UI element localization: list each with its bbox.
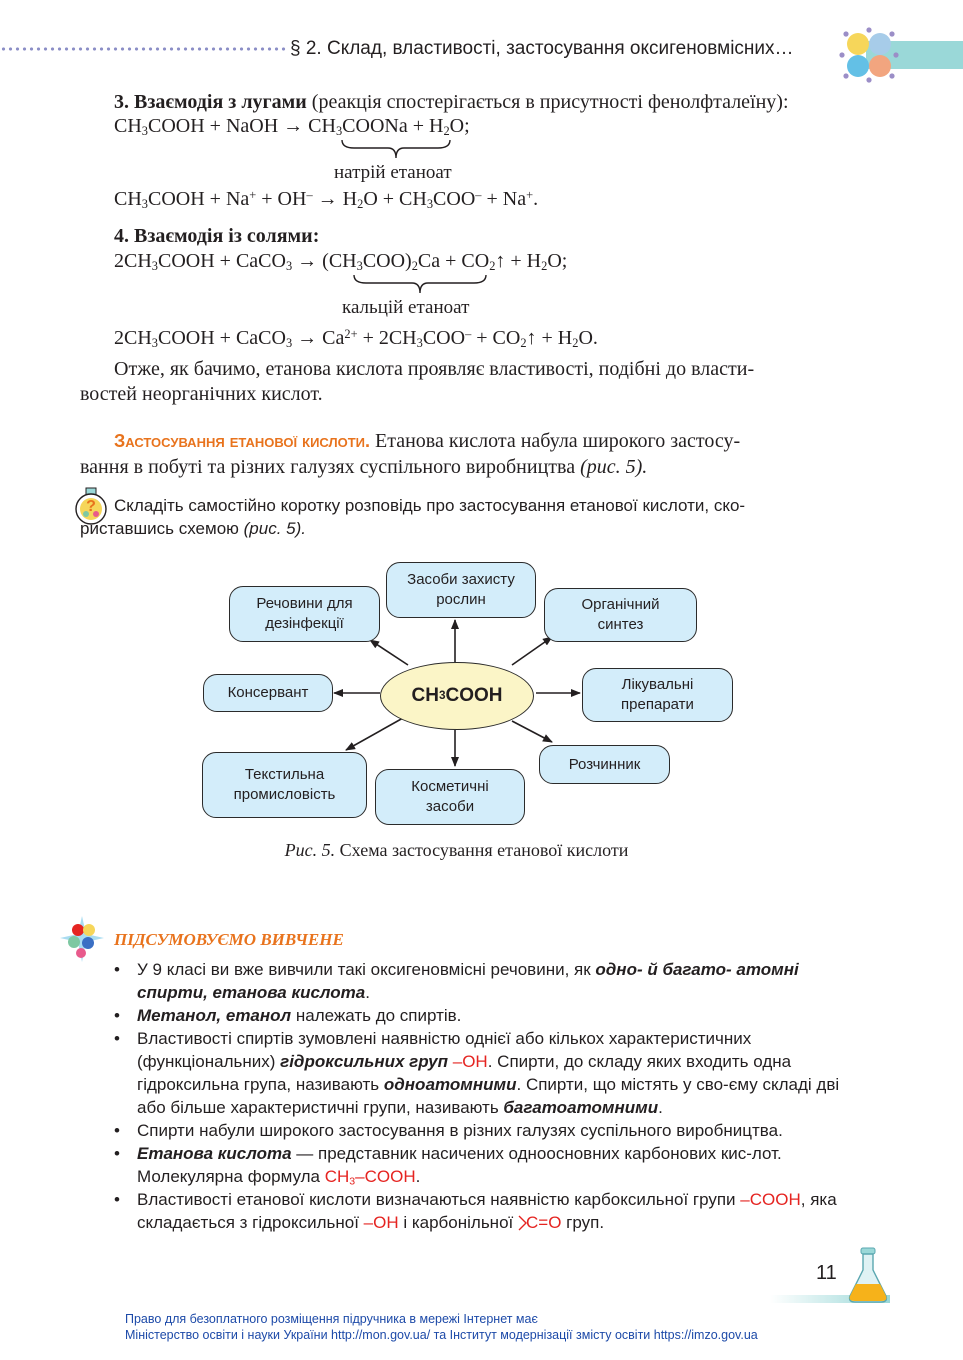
figure-caption: Рис. 5. Схема застосування етанової кислоти — [284, 840, 629, 860]
flask-icon — [846, 1246, 890, 1304]
footer-line1: Право для безоплатного розміщення підручника в мережі Інтернет має — [125, 1312, 538, 1326]
reaction4-heading: 4. Взаємодія із солями: — [114, 225, 320, 247]
reaction3-equation: $CH_3COOH$ + NaOH → $CH_3COONa + H_2O$; — [114, 115, 470, 139]
task-line1: Складіть самостійно коротку розповідь про застосування етанової кислоти, ско- — [114, 496, 746, 515]
reaction4-equation: $2CH_3COOH$ + CaCO$_3$ → $(CH_3COO)_2Ca$ + $CO_2↑ + H_2O$; — [114, 250, 568, 274]
calcium-ethanoate-label: кальцій етаноат — [342, 297, 470, 318]
conclusion-line2: востей неорганічних кислот. — [80, 383, 323, 405]
node-preservative: Консервант — [203, 674, 333, 712]
reaction4-ionic: $2CH_3COOH$ + CaCO$_3$ → $Ca^{2+} + 2CH_3COO^-$ + $CO_2↑ + H_2O$. — [114, 326, 598, 351]
task-line2: риставшись схемою (рис. 5). — [80, 519, 306, 538]
summary-molecules-icon — [56, 912, 108, 966]
summary-item-5: • Етанова кислота — представник насичених одноосновних карбонових кис-лот. Молекулярна формула $CH_3$–COOH. — [112, 1142, 847, 1188]
summary-list — [112, 958, 847, 1234]
node-cosmetics: Косметичні засоби — [375, 769, 525, 825]
application-line2: вання в побуті та різних галузях суспільного виробництва (рис. 5). — [80, 456, 648, 478]
node-plant-protection: Засоби захисту рослин — [386, 562, 536, 618]
header-title: § 2. Склад, властивості, застосування оксигеновмісних… — [290, 38, 794, 59]
application-line1: Застосування етанової кислоти. Етанова кислота набула широкого застосу- — [114, 430, 741, 452]
summary-title: ПІДСУМОВУЄМО ВИВЧЕНЕ — [114, 930, 344, 949]
summary-item-6: • Властивості етанової кислоти визначаються наявністю карбоксильної групи –COOH, яка складається з гідроксильної –OH і карбонільної C=O груп. — [112, 1188, 847, 1234]
page-number: 11 — [816, 1262, 837, 1284]
node-textile: Текстильна промисловість — [202, 752, 367, 818]
sodium-ethanoate-label: натрій етаноат — [334, 162, 452, 183]
node-solvent: Розчинник — [539, 745, 670, 784]
svg-text:?: ? — [86, 498, 96, 515]
summary-item-1: • У 9 класі ви вже вивчили такі оксигеновмісні речовини, як одно- й багато- атомні спирти, етанова кислота. — [112, 958, 847, 1004]
carbonyl-bond-icon — [518, 1215, 527, 1231]
summary-item-3: • Властивості спиртів зумовлені наявністю однієї або кількох характеристичних (функціональних) гідроксильних груп –ОН. Спирти, до складу яких входить одна гідроксильна група, називають одноатомними. Спирти, що містять у сво-єму складі дві або більше характеристичні групи, називають багатоатомними. — [112, 1027, 847, 1119]
node-organic-synthesis: Органічний синтез — [544, 588, 697, 642]
node-disinfection: Речовини для дезінфекції — [229, 586, 380, 642]
reaction3-heading: 3. Взаємодія з лугами (реакція спостерігається в присутності фенолфталеїну): — [114, 91, 789, 113]
summary-item-2: • Метанол, етанол належать до спиртів. — [112, 1004, 847, 1027]
reaction3-ionic: $CH_3COOH + Na^+ + OH^- \to H_2O + CH_3COO^- + Na^+$. — [114, 187, 539, 212]
conclusion-line1: Отже, як бачимо, етанова кислота проявляє властивості, подібні до власти- — [114, 358, 755, 380]
summary-item-4: • Спирти набули широкого застосування в різних галузях суспільного виробництва. — [112, 1119, 847, 1142]
footer-line2: Міністерство освіти і науки України http://mon.gov.ua/ та Інститут модернізації змісту освіти https://imzo.gov.ua — [125, 1328, 758, 1342]
node-medicines: Лікувальні препарати — [582, 668, 733, 722]
acetic-acid-center: CH 3 COOH — [380, 662, 534, 730]
